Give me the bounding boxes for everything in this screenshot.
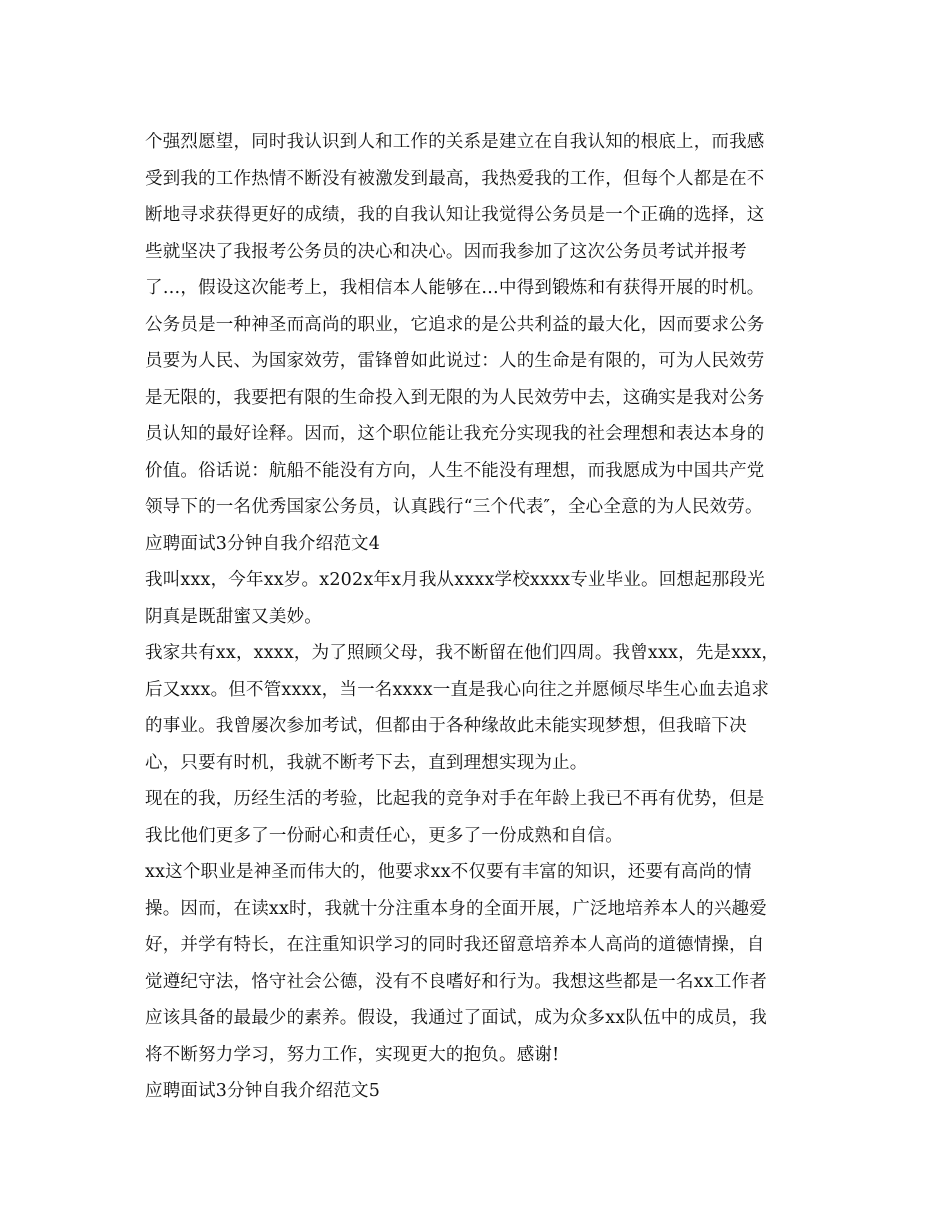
text-line: 心，只要有时机，我就不断考下去，直到理想实现为止。	[145, 752, 588, 773]
text-line: 后又xxx。但不管xxxx，当一名xxxx一直是我心向往之并愿倾尽毕生心血去追求	[145, 679, 770, 700]
text-line: 我叫xxx，今年xx岁。x202x年x月我从xxxx学校xxxx专业毕业。回想起那段光	[145, 570, 765, 590]
text-line: 将不断努力学习，努力工作，实现更大的抱负。感谢!	[145, 1044, 560, 1065]
section-heading: 应聘面试3分钟自我介绍范文5	[145, 1081, 381, 1101]
text-line: 公务员是一种神圣而高尚的职业，它追求的是公共利益的最大化，因而要求公务	[145, 314, 765, 335]
text-line: 的事业。我曾屡次参加考试，但都由于各种缘故此未能实现梦想，但我暗下决	[145, 716, 747, 736]
text-line: 领导下的一名优秀国家公务员，认真践行“三个代表″，全心全意的为人民效劳。	[145, 497, 763, 517]
text-line: 了…，假设这次能考上，我相信本人能够在…中得到锻炼和有获得开展的时机。	[145, 278, 765, 298]
text-line: 断地寻求获得更好的成绩，我的自我认知让我觉得公务员是一个正确的选择，这	[145, 205, 765, 225]
text-line: 现在的我，历经生活的考验，比起我的竞争对手在年龄上我已不再有优势，但是	[145, 789, 765, 809]
text-line: 觉遵纪守法，恪守社会公德，没有不良嗜好和行为。我想这些都是一名xx工作者	[145, 971, 767, 992]
text-line: 我家共有xx，xxxx，为了照顾父母，我不断留在他们四周。我曾xxx，先是xxx，	[145, 643, 780, 663]
text-line: 操。因而，在读xx时，我就十分注重本身的全面开展，广泛地培养本人的兴趣爱	[145, 898, 767, 919]
text-line: 员要为人民、为国家效劳，雷锋曾如此说过：人的生命是有限的，可为人民效劳	[145, 351, 765, 371]
document-body	[145, 124, 815, 1110]
text-line: 价值。俗话说：航船不能没有方向，人生不能没有理想，而我愿成为中国共产党	[145, 460, 765, 481]
text-line: xx这个职业是神圣而伟大的，他要求xx不仅要有丰富的知识，还要有高尚的情	[145, 862, 752, 882]
text-line: 受到我的工作热情不断没有被激发到最高，我热爱我的工作，但每个人都是在不	[145, 168, 765, 189]
section-heading: 应聘面试3分钟自我介绍范文4	[145, 533, 381, 554]
text-line: 些就坚决了我报考公务员的决心和决心。因而我参加了这次公务员考试并报考	[145, 241, 747, 262]
text-line: 阴真是既甜蜜又美妙。	[145, 606, 322, 627]
text-line: 个强烈愿望，同时我认识到人和工作的关系是建立在自我认知的根底上，而我感	[145, 132, 765, 152]
text-line: 员认知的最好诠释。因而，这个职位能让我充分实现我的社会理想和表达本身的	[145, 424, 765, 444]
text-line: 我比他们更多了一份耐心和责任心，更多了一份成熟和自信。	[145, 825, 623, 846]
text-line: 应该具备的最最少的素养。假设，我通过了面试，成为众多xx队伍中的成员，我	[145, 1008, 767, 1028]
text-line: 好，并学有特长，在注重知识学习的同时我还留意培养本人高尚的道德情操，自	[145, 935, 765, 955]
text-line: 是无限的，我要把有限的生命投入到无限的为人民效劳中去，这确实是我对公务	[145, 387, 765, 408]
